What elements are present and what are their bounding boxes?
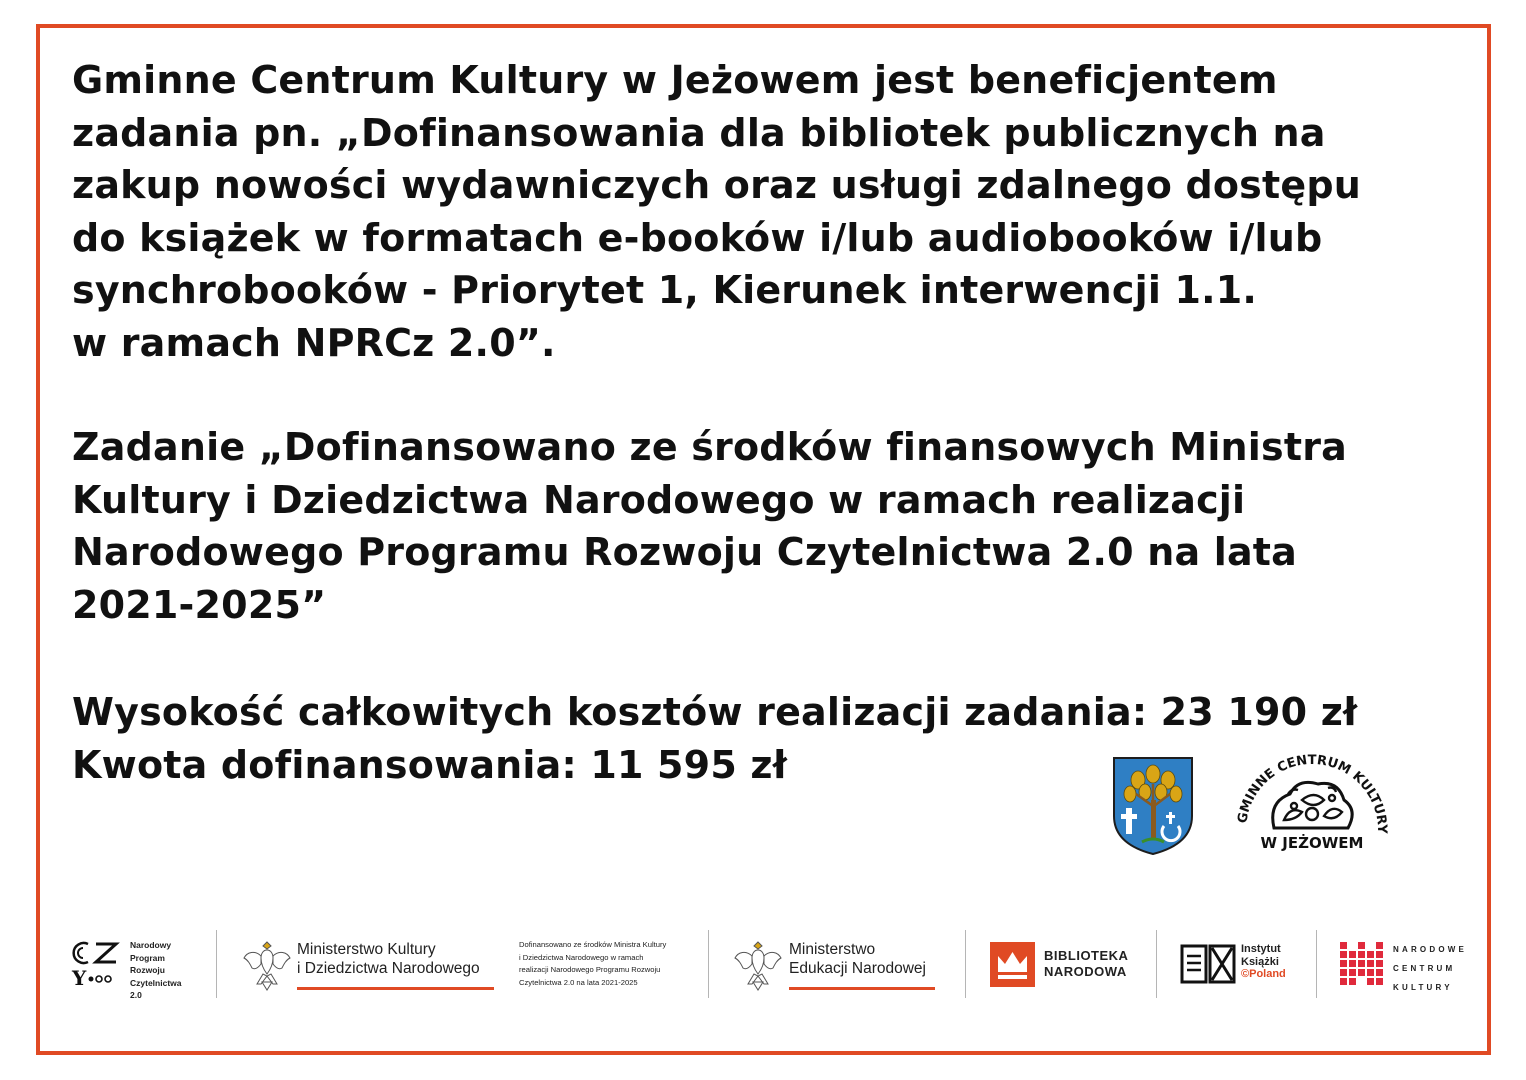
ik-line: ©Poland [1241, 968, 1286, 980]
gck-emblem-icon [1232, 742, 1392, 854]
men-label [789, 940, 926, 978]
nprcz-line: Program [130, 952, 165, 963]
svg-text:Y: Y [72, 966, 87, 988]
nck-label [1393, 940, 1467, 997]
nprcz-label [130, 939, 182, 1002]
cofunding-line: Dofinansowano ze środków Ministra Kultury [519, 940, 667, 949]
footer-separator [965, 930, 966, 998]
ik-line: Instytut [1241, 943, 1281, 955]
coat-of-arms-icon [1112, 756, 1194, 856]
text-line: w ramach NPRCz 2.0”. [72, 320, 556, 365]
text-line: Kultury i Dziedzictwa Narodowego w ramach realizacji [72, 477, 1246, 522]
text-line: zadania pn. „Dofinansowania dla bibliotek publicznych na [72, 110, 1326, 155]
footer-separator [1156, 930, 1157, 998]
text-line: zakup nowości wydawniczych oraz usługi zdalnego dostępu [72, 163, 1361, 207]
text-line: synchrobooków - Priorytet 1, Kierunek interwencji 1.1. [72, 268, 1258, 312]
men-underline [789, 987, 935, 990]
nck-line: NARODOWE [1393, 945, 1468, 954]
gck-bottom-text: W JEŻOWEM [1260, 834, 1364, 852]
men-line: Edukacji Narodowej [789, 960, 926, 977]
bn-crown-icon [990, 942, 1035, 987]
gck-ring-text: GMINNE CENTRUM KULTURY [1235, 752, 1390, 834]
ik-book-icon [1180, 944, 1236, 986]
text-line: Zadanie „Dofinansowano ze środków finansowych Ministra [72, 425, 1347, 469]
paragraph-beneficiary [72, 54, 1361, 369]
eagle-emblem-icon [733, 936, 783, 992]
ik-line: Książki [1241, 955, 1279, 968]
nprcz-line: Narodowy [130, 940, 172, 950]
cofunding-line: i Dziedzictwa Narodowego w ramach [519, 952, 644, 962]
cofunding-note [519, 939, 666, 989]
paragraph-funding-note [72, 421, 1347, 631]
bn-line: NARODOWA [1044, 964, 1127, 979]
mkidn-underline [297, 987, 494, 990]
mkidn-line: Ministerstwo Kultury [297, 941, 436, 958]
text-line: Narodowego Programu Rozwoju Czytelnictwa 2.0 na lata [72, 530, 1298, 574]
mkidn-label [297, 940, 480, 978]
cofunding-amount-line: Kwota dofinansowania: 11 595 zł [72, 742, 788, 787]
nprcz-line: 2.0 [130, 990, 142, 1000]
nck-pixel-icon [1340, 942, 1384, 986]
footer-separator [216, 930, 217, 998]
text-line: 2021-2025” [72, 582, 327, 627]
men-line: Ministerstwo [789, 941, 876, 958]
cofunding-line: realizacji Narodowego Programu Rozwoju [519, 965, 661, 975]
nck-line: KULTURY [1393, 983, 1453, 992]
footer-separator [1316, 930, 1317, 998]
cofunding-line: Czytelnictwa 2.0 na lata 2021-2025 [519, 977, 638, 987]
nprcz-line: Czytelnictwa [130, 977, 182, 988]
nck-line: CENTRUM [1393, 964, 1456, 973]
nprcz-line: Rozwoju [130, 965, 165, 975]
mkidn-line: i Dziedzictwa Narodowego [297, 960, 480, 977]
footer-separator [708, 930, 709, 998]
text-line: Gminne Centrum Kultury w Jeżowem jest beneficjentem [72, 58, 1278, 102]
text-line: do książek w formatach e-booków i/lub audiobooków i/lub [72, 215, 1323, 260]
bn-label [1044, 948, 1128, 980]
eagle-emblem-icon [242, 936, 292, 992]
total-cost-line: Wysokość całkowitych kosztów realizacji zadania: 23 190 zł [72, 690, 1358, 734]
ik-label [1241, 943, 1286, 981]
bn-line: BIBLIOTEKA [1044, 948, 1129, 963]
nprcz-logo-icon [70, 940, 122, 988]
